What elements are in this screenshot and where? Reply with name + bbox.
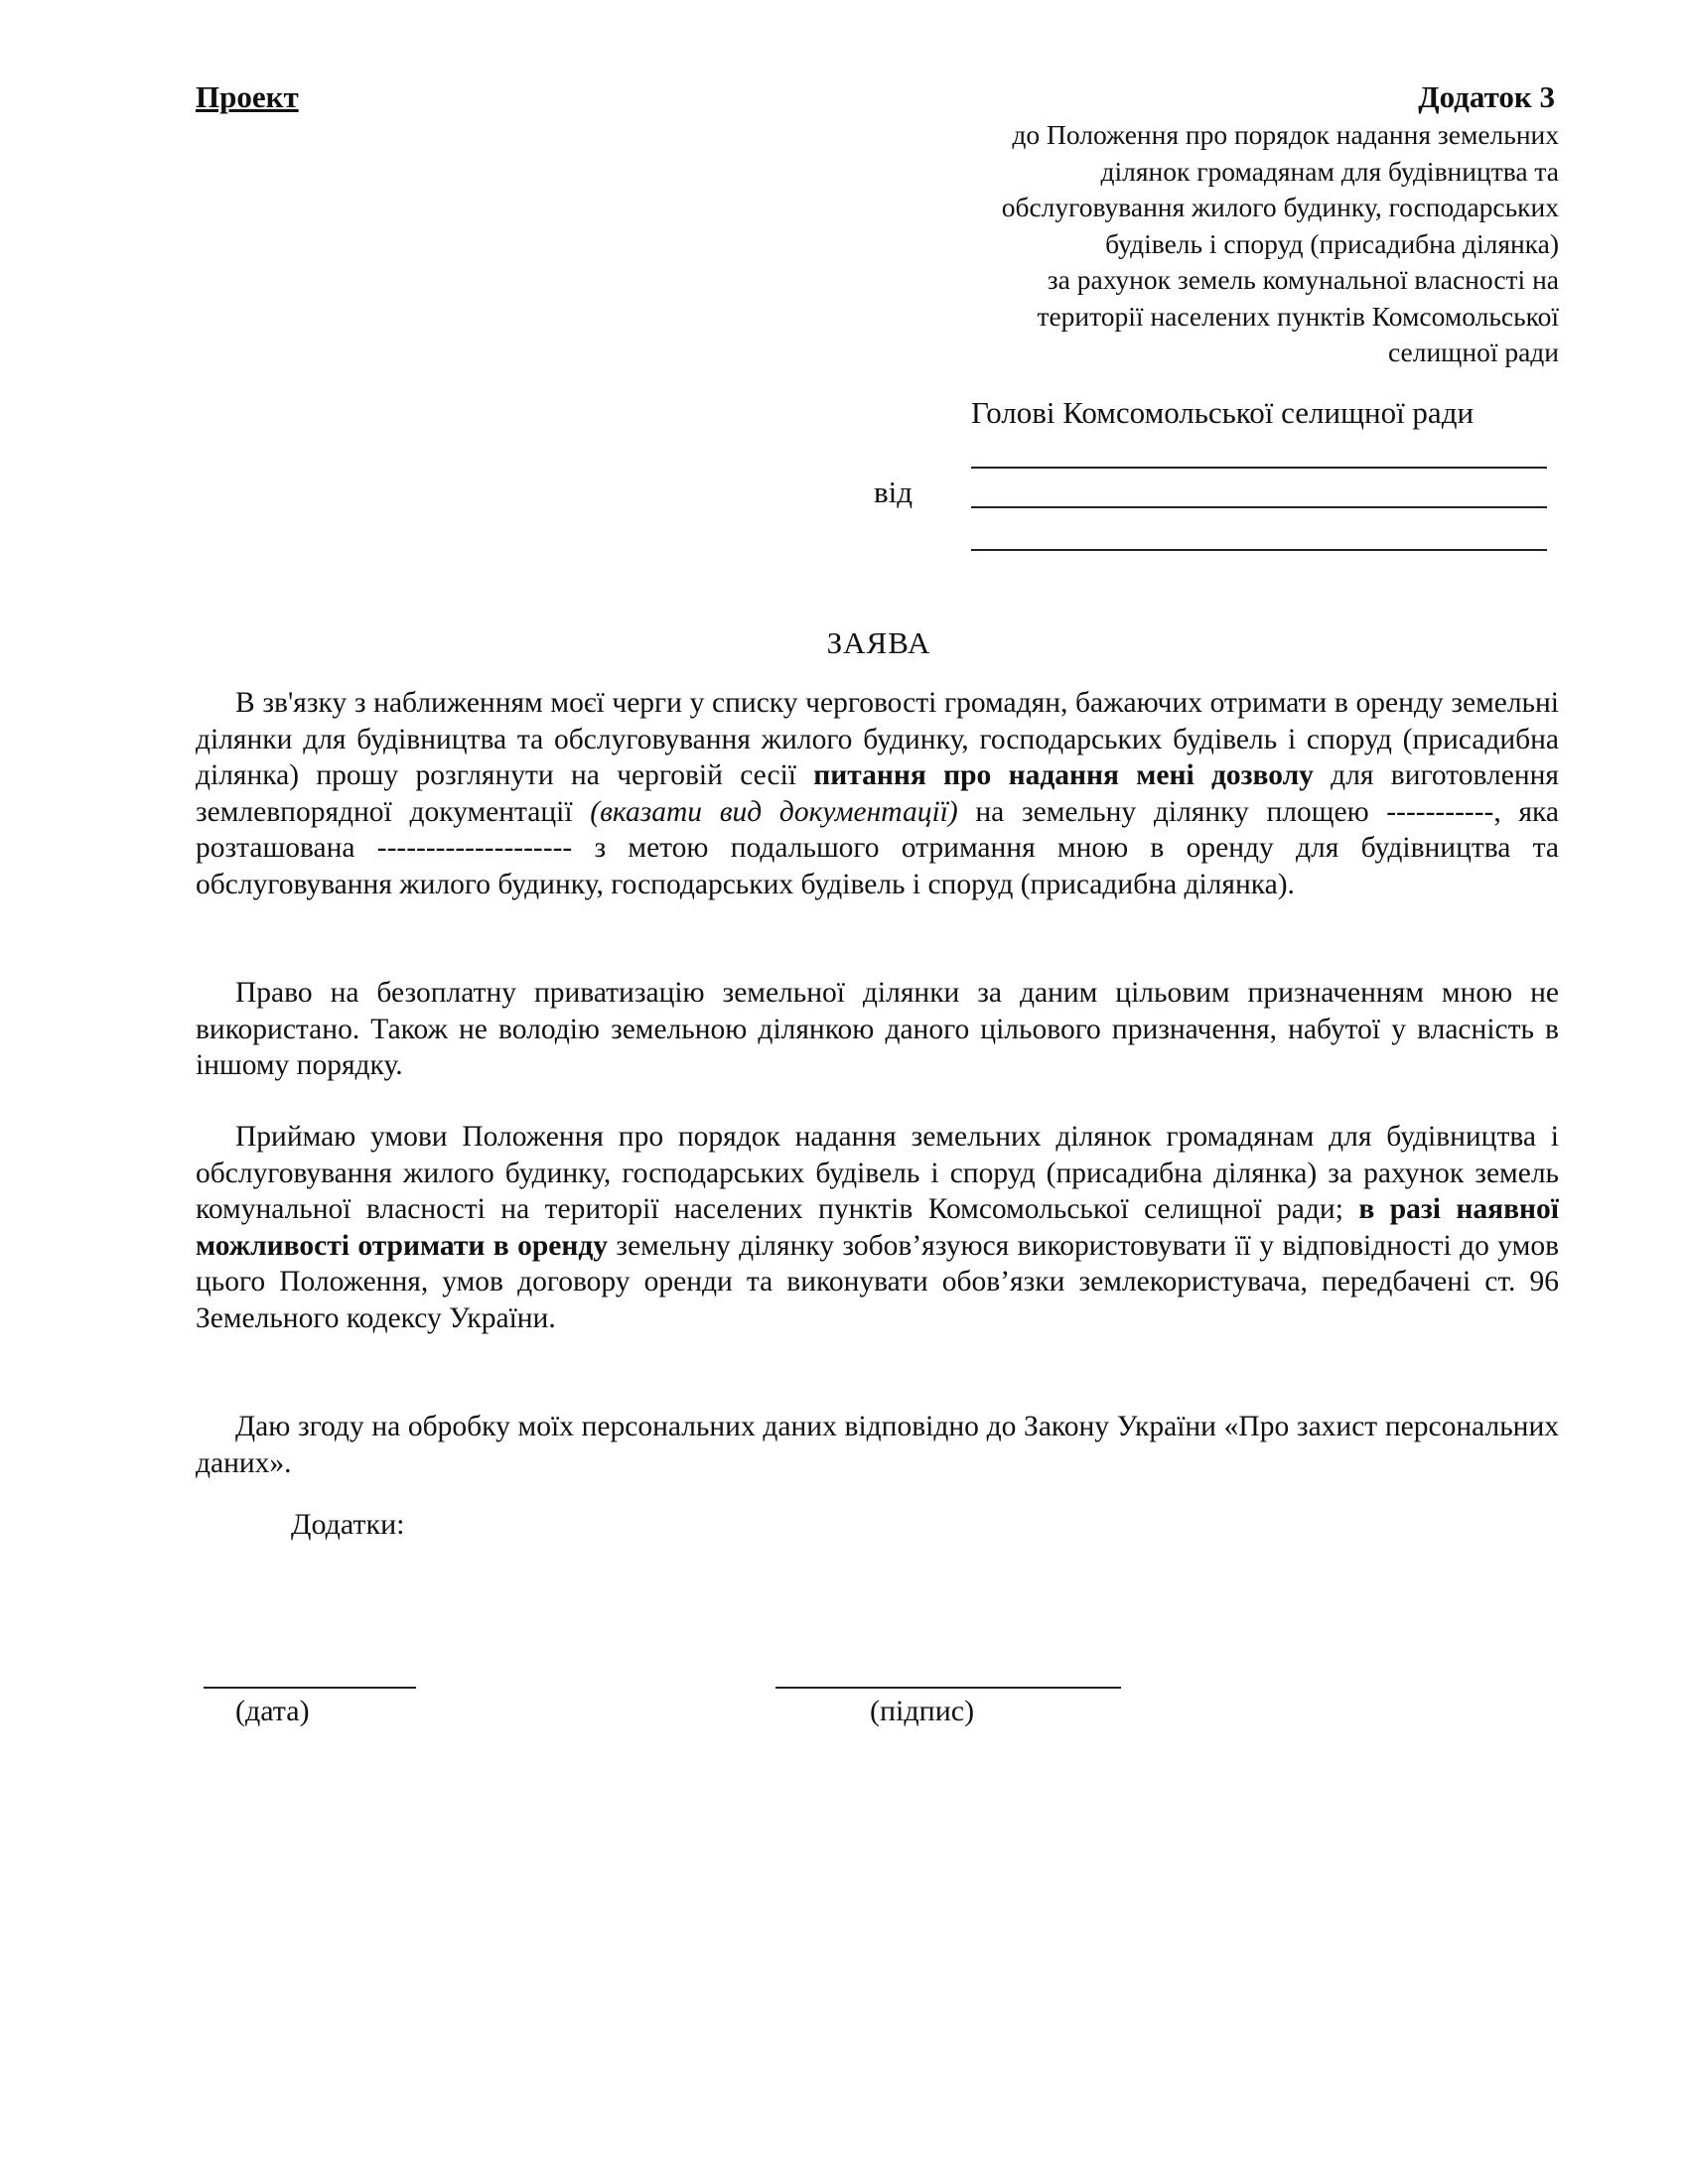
paragraph-text: на земельну ділянку площею -----------, яка розташована -------------------- з метою подальшого отримання мною в оренду для будівництва та обслуговування жилого будинку, господарських будівель і споруд (присадибна ділянка).	[196, 795, 1559, 900]
project-label: Проект	[196, 79, 299, 114]
paragraph-bold-text: в разі наявної можливості отримати в оренду	[196, 1193, 1559, 1262]
appendix-label: Додаток 3	[1418, 79, 1555, 114]
addressee-line: Голові Комсомольської селищної ради	[971, 395, 1475, 430]
paragraph-conditions	[196, 1119, 1559, 1337]
attachments-label: Додатки:	[291, 1508, 405, 1541]
appendix-line: ділянок громадянам для будівництва та	[1100, 155, 1559, 187]
appendix-line: будівель і споруд (присадибна ділянка)	[1105, 227, 1559, 259]
paragraph-consent: Даю згоду на обробку моїх персональних даних відповідно до Закону України «Про захист персональних даних».	[196, 1411, 1559, 1479]
addressee-blank-1[interactable]	[971, 467, 1547, 469]
from-blank-1[interactable]	[971, 506, 1547, 508]
from-label: від	[874, 475, 914, 509]
paragraph-text: земельну ділянку зобов’язуюся використовувати її у відповідності до умов цього Положення, умов договору оренди та виконувати обов’язки землекористувача, передбачені ст. 96 Земельного кодексу України.	[196, 1229, 1559, 1334]
date-label: (дата)	[235, 1695, 310, 1727]
paragraph-request	[196, 685, 1559, 903]
appendix-line: до Положення про порядок надання земельних	[1012, 119, 1559, 150]
appendix-line: за рахунок земель комунальної власності на	[1047, 264, 1559, 295]
from-blank-2[interactable]	[971, 549, 1547, 551]
paragraph-italic-text: (вказати вид документації)	[590, 795, 958, 828]
signature-label: (підпис)	[870, 1695, 975, 1727]
appendix-line: території населених пунктів Комсомольської	[1037, 300, 1559, 332]
paragraph-text: для виготовлення землевпорядної документації	[196, 759, 1559, 828]
paragraph-bold-text: питання про надання мені дозволу	[813, 759, 1314, 792]
appendix-reference	[824, 117, 1559, 371]
document-title: ЗАЯВА	[826, 625, 931, 660]
signature-blank[interactable]	[775, 1687, 1121, 1689]
appendix-line: селищної ради	[1387, 337, 1559, 367]
paragraph-text: Приймаю умови Положення про порядок надання земельних ділянок громадянам для будівництва і обслуговування жилого будинку, господарських будівель і споруд (присадибна ділянка) за рахунок земель комунальної власності на території населених пунктів Комсомольської селищної ради;	[196, 1121, 1559, 1226]
appendix-line: обслуговування жилого будинку, господарських	[1001, 192, 1559, 222]
date-blank[interactable]	[204, 1687, 416, 1689]
paragraph-text: В зв'язку з наближенням моєї черги у списку черговості громадян, бажаючих отримати в оренду земельні ділянки для будівництва та обслуговування жилого будинку, господарських будівель і споруд (присадибна ділянка) прошу розглянути на черговій сесії	[196, 687, 1559, 792]
paragraph-privatization: Право на безоплатну приватизацію земельної ділянки за даним цільовим призначенням мною не використано. Також не володію земельною ділянкою даного цільового призначення, набутої у власність в іншому порядку.	[196, 977, 1559, 1082]
